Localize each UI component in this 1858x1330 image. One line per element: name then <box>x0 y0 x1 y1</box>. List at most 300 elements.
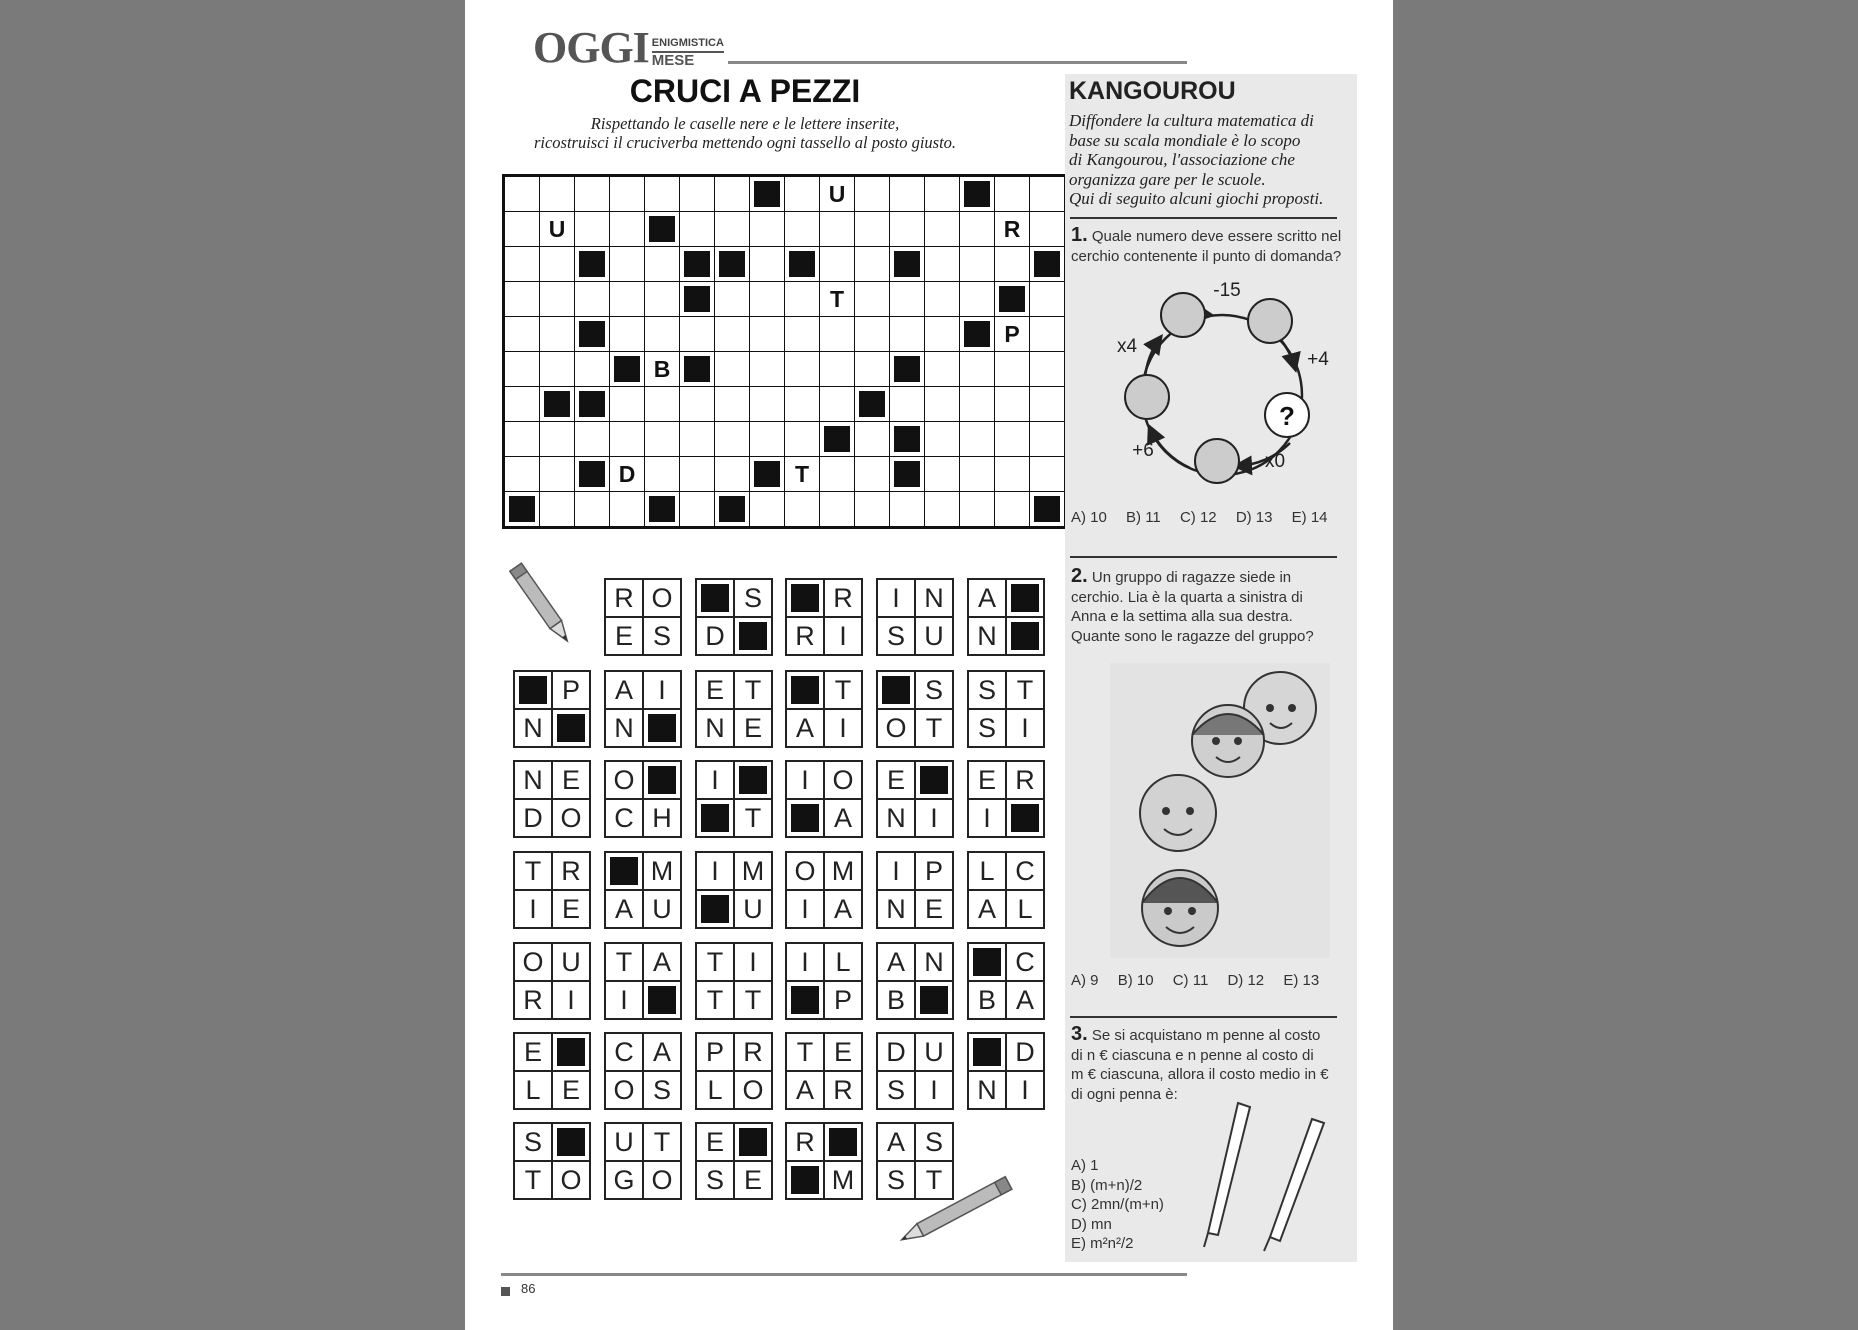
tile-cell: R <box>1007 762 1043 798</box>
grid-cell[interactable]: R <box>995 212 1029 246</box>
tile-cell-black <box>1007 580 1043 616</box>
tile-cell: C <box>1007 944 1043 980</box>
grid-cell[interactable] <box>925 212 959 246</box>
grid-cell[interactable] <box>505 212 539 246</box>
tile-cell: A <box>825 800 861 836</box>
grid-cell-black <box>890 422 924 456</box>
grid-cell[interactable] <box>995 177 1029 211</box>
grid-cell[interactable] <box>820 212 854 246</box>
tile-piece[interactable] <box>604 1032 682 1110</box>
tile-cell: D <box>697 618 733 654</box>
tile-cell: I <box>916 800 952 836</box>
answer-option[interactable]: D) mn <box>1071 1215 1112 1233</box>
tile-cell-black <box>553 1124 589 1160</box>
grid-cell[interactable] <box>715 317 749 351</box>
grid-cell-black <box>750 177 784 211</box>
tile-cell: S <box>878 618 914 654</box>
instructions-line: Rispettando le caselle nere e le lettere inserite, <box>590 114 900 133</box>
tile-cell-black <box>787 800 823 836</box>
grid-cell[interactable] <box>610 282 644 316</box>
grid-cell[interactable] <box>1030 387 1064 421</box>
grid-cell[interactable] <box>645 282 679 316</box>
tile-cell-black <box>969 1034 1005 1070</box>
question-text: Anna e la settima alla sua destra. <box>1071 608 1293 625</box>
grid-cell[interactable] <box>785 177 819 211</box>
tile-cell: R <box>787 618 823 654</box>
tile-piece[interactable] <box>513 670 591 748</box>
tile-cell: A <box>644 1034 680 1070</box>
tile-piece[interactable] <box>876 760 954 838</box>
tile-piece[interactable] <box>876 578 954 656</box>
grid-cell[interactable] <box>925 247 959 281</box>
grid-cell[interactable] <box>925 177 959 211</box>
grid-cell[interactable] <box>785 492 819 526</box>
question-number: 1. <box>1071 224 1088 246</box>
grid-cell[interactable] <box>995 457 1029 491</box>
grid-cell[interactable] <box>505 282 539 316</box>
tile-piece[interactable] <box>785 851 863 929</box>
tile-piece[interactable] <box>604 851 682 929</box>
question-text: di ogni penna è: <box>1071 1085 1178 1103</box>
grid-cell[interactable] <box>680 492 714 526</box>
tile-pieces <box>513 578 1073 1210</box>
tile-cell-black <box>735 762 771 798</box>
grid-cell[interactable]: P <box>995 317 1029 351</box>
tile-cell: C <box>1007 853 1043 889</box>
tile-cell: T <box>916 710 952 746</box>
tile-cell: P <box>553 672 589 708</box>
tile-cell: I <box>916 1072 952 1108</box>
grid-cell[interactable] <box>995 247 1029 281</box>
grid-cell[interactable] <box>540 422 574 456</box>
grid-cell[interactable] <box>820 352 854 386</box>
tile-cell: N <box>697 710 733 746</box>
grid-cell[interactable] <box>505 317 539 351</box>
grid-cell[interactable] <box>505 387 539 421</box>
grid-cell[interactable] <box>995 387 1029 421</box>
question-text: Se si acquistano m penne al costo <box>1091 1027 1321 1044</box>
tile-piece[interactable] <box>876 670 954 748</box>
grid-cell[interactable] <box>925 352 959 386</box>
tile-piece[interactable] <box>604 1122 682 1200</box>
answer-option[interactable]: B) 10 <box>1117 972 1154 989</box>
grid-cell[interactable] <box>540 247 574 281</box>
grid-cell[interactable] <box>610 387 644 421</box>
grid-cell[interactable] <box>820 317 854 351</box>
tile-piece[interactable] <box>785 578 863 656</box>
tile-piece[interactable] <box>604 670 682 748</box>
tile-cell: N <box>969 1072 1005 1108</box>
grid-cell[interactable] <box>575 282 609 316</box>
grid-cell[interactable] <box>610 422 644 456</box>
tile-cell: M <box>735 853 771 889</box>
grid-cell[interactable] <box>505 422 539 456</box>
grid-cell[interactable] <box>715 212 749 246</box>
tile-cell: I <box>825 710 861 746</box>
grid-cell[interactable] <box>960 352 994 386</box>
grid-cell[interactable] <box>540 317 574 351</box>
tile-cell: L <box>515 1072 551 1108</box>
answer-option[interactable]: E) 14 <box>1291 509 1328 526</box>
grid-cell[interactable] <box>540 492 574 526</box>
grid-cell[interactable] <box>925 492 959 526</box>
tile-cell: N <box>878 800 914 836</box>
question-text: di n € ciascuna e n penne al costo di <box>1071 1046 1314 1064</box>
grid-cell[interactable] <box>785 352 819 386</box>
answer-option[interactable]: A) 9 <box>1071 972 1099 989</box>
grid-cell[interactable] <box>750 317 784 351</box>
tile-cell-black <box>825 1124 861 1160</box>
grid-cell[interactable] <box>820 457 854 491</box>
answer-options <box>1071 1156 1164 1254</box>
tile-piece[interactable] <box>513 942 591 1020</box>
tile-piece[interactable] <box>695 578 773 656</box>
grid-cell[interactable]: U <box>820 177 854 211</box>
grid-cell-black <box>645 492 679 526</box>
answer-option[interactable]: D) 12 <box>1227 972 1265 989</box>
grid-cell[interactable] <box>680 387 714 421</box>
grid-cell[interactable] <box>925 422 959 456</box>
answer-option[interactable]: B) 11 <box>1126 509 1161 526</box>
grid-cell[interactable] <box>890 177 924 211</box>
grid-cell[interactable] <box>680 457 714 491</box>
tile-piece[interactable] <box>967 942 1045 1020</box>
grid-cell-black <box>575 247 609 281</box>
grid-cell[interactable] <box>750 212 784 246</box>
tile-cell: T <box>697 982 733 1018</box>
tile-cell: T <box>515 1162 551 1198</box>
grid-cell[interactable] <box>960 457 994 491</box>
grid-cell[interactable] <box>505 457 539 491</box>
grid-cell[interactable] <box>715 352 749 386</box>
tile-piece[interactable] <box>785 1122 863 1200</box>
grid-cell[interactable] <box>645 177 679 211</box>
grid-cell-black <box>575 457 609 491</box>
grid-cell[interactable] <box>505 177 539 211</box>
grid-cell[interactable] <box>890 492 924 526</box>
tile-cell: T <box>697 944 733 980</box>
tile-cell: T <box>825 672 861 708</box>
puzzle-instructions <box>465 114 1025 152</box>
tile-cell: R <box>606 580 642 616</box>
tile-cell: E <box>697 672 733 708</box>
brand-mese: MESE <box>651 52 695 69</box>
tile-cell: P <box>825 982 861 1018</box>
tile-cell-black <box>697 580 733 616</box>
intro-line: di Kangourou, l'associazione che <box>1069 150 1295 169</box>
grid-cell[interactable] <box>855 177 889 211</box>
grid-cell[interactable] <box>680 177 714 211</box>
tile-piece[interactable] <box>967 670 1045 748</box>
grid-cell-black <box>575 387 609 421</box>
grid-cell[interactable] <box>1030 352 1064 386</box>
grid-cell[interactable] <box>960 387 994 421</box>
answer-option[interactable]: D) 13 <box>1235 509 1273 526</box>
grid-cell[interactable] <box>575 422 609 456</box>
magazine-page <box>465 0 1393 1330</box>
tile-cell: E <box>878 762 914 798</box>
grid-cell[interactable] <box>855 282 889 316</box>
grid-cell[interactable]: T <box>785 457 819 491</box>
tile-piece[interactable] <box>513 851 591 929</box>
tile-piece[interactable] <box>513 1032 591 1110</box>
grid-cell[interactable] <box>575 212 609 246</box>
grid-cell[interactable]: B <box>645 352 679 386</box>
grid-cell[interactable] <box>820 247 854 281</box>
tile-cell-black <box>1007 800 1043 836</box>
grid-cell[interactable] <box>855 352 889 386</box>
grid-cell[interactable] <box>645 422 679 456</box>
tile-cell: I <box>878 580 914 616</box>
tile-piece[interactable] <box>785 942 863 1020</box>
grid-cell[interactable] <box>960 247 994 281</box>
tile-cell: A <box>644 944 680 980</box>
grid-cell[interactable] <box>610 212 644 246</box>
tile-cell: O <box>787 853 823 889</box>
answer-option[interactable]: A) 1 <box>1071 1157 1099 1174</box>
grid-cell[interactable] <box>610 317 644 351</box>
tile-cell: E <box>916 891 952 927</box>
tile-cell: A <box>878 944 914 980</box>
tile-cell: S <box>969 672 1005 708</box>
answer-option[interactable]: B) (m+n)/2 <box>1071 1176 1143 1194</box>
grid-cell[interactable] <box>645 457 679 491</box>
grid-cell-black <box>505 492 539 526</box>
grid-cell[interactable] <box>855 317 889 351</box>
grid-cell[interactable] <box>540 177 574 211</box>
grid-cell[interactable] <box>890 387 924 421</box>
tile-cell: E <box>735 1162 771 1198</box>
grid-cell[interactable] <box>750 282 784 316</box>
pens-icon <box>1200 1095 1340 1255</box>
grid-cell[interactable] <box>750 422 784 456</box>
tile-cell: N <box>916 944 952 980</box>
tile-cell: U <box>916 618 952 654</box>
tile-cell: S <box>735 580 771 616</box>
grid-cell[interactable] <box>855 422 889 456</box>
grid-cell[interactable] <box>855 212 889 246</box>
tile-cell: S <box>515 1124 551 1160</box>
tile-piece[interactable] <box>695 1122 773 1200</box>
grid-cell[interactable] <box>680 422 714 456</box>
tile-cell-black <box>735 1124 771 1160</box>
grid-cell[interactable] <box>575 352 609 386</box>
grid-cell[interactable] <box>855 492 889 526</box>
tile-cell: U <box>735 891 771 927</box>
grid-cell-black <box>540 387 574 421</box>
answer-option[interactable]: C) 12 <box>1179 509 1217 526</box>
tile-cell: I <box>644 672 680 708</box>
grid-cell[interactable] <box>785 387 819 421</box>
tile-cell: A <box>969 891 1005 927</box>
grid-cell[interactable] <box>715 387 749 421</box>
grid-cell[interactable] <box>575 177 609 211</box>
grid-cell[interactable] <box>960 282 994 316</box>
tile-cell: D <box>515 800 551 836</box>
tile-cell-black <box>515 672 551 708</box>
grid-cell[interactable] <box>750 387 784 421</box>
tile-piece[interactable] <box>876 1122 954 1200</box>
tile-cell: S <box>697 1162 733 1198</box>
tile-piece[interactable] <box>785 670 863 748</box>
grid-cell[interactable] <box>925 387 959 421</box>
answer-options <box>1071 509 1343 526</box>
grid-cell-black <box>575 317 609 351</box>
grid-cell[interactable] <box>855 247 889 281</box>
grid-cell[interactable] <box>960 212 994 246</box>
grid-cell[interactable] <box>715 457 749 491</box>
grid-cell[interactable] <box>995 492 1029 526</box>
tile-piece[interactable] <box>785 1032 863 1110</box>
tile-cell: T <box>916 1162 952 1198</box>
grid-cell[interactable] <box>785 317 819 351</box>
grid-cell[interactable] <box>1030 282 1064 316</box>
grid-cell[interactable] <box>785 422 819 456</box>
grid-cell[interactable] <box>1030 317 1064 351</box>
tile-cell: A <box>606 672 642 708</box>
grid-cell[interactable] <box>750 247 784 281</box>
tile-cell: C <box>606 800 642 836</box>
question-number: 2. <box>1071 565 1088 587</box>
tile-piece[interactable] <box>604 760 682 838</box>
tile-cell: O <box>735 1072 771 1108</box>
tile-piece[interactable] <box>967 851 1045 929</box>
tile-piece[interactable] <box>967 1032 1045 1110</box>
question-text: cerchio contenente il punto di domanda? <box>1071 247 1342 265</box>
grid-cell[interactable] <box>645 247 679 281</box>
grid-cell[interactable] <box>645 387 679 421</box>
tile-cell-black <box>644 710 680 746</box>
grid-cell[interactable] <box>610 492 644 526</box>
grid-cell[interactable] <box>750 492 784 526</box>
grid-cell[interactable] <box>855 457 889 491</box>
tile-cell: U <box>916 1034 952 1070</box>
answer-option[interactable]: E) 13 <box>1283 972 1320 989</box>
tile-cell: U <box>606 1124 642 1160</box>
tile-piece[interactable] <box>695 942 773 1020</box>
tile-cell: I <box>787 762 823 798</box>
grid-cell[interactable] <box>960 422 994 456</box>
grid-cell[interactable]: U <box>540 212 574 246</box>
grid-cell[interactable] <box>925 457 959 491</box>
tile-cell: B <box>878 982 914 1018</box>
grid-cell[interactable] <box>1030 212 1064 246</box>
grid-cell[interactable]: T <box>820 282 854 316</box>
grid-cell[interactable] <box>820 492 854 526</box>
grid-cell[interactable] <box>715 422 749 456</box>
grid-cell[interactable] <box>925 317 959 351</box>
tile-piece[interactable] <box>604 578 682 656</box>
tile-piece[interactable] <box>876 942 954 1020</box>
grid-cell-black <box>610 352 644 386</box>
grid-cell[interactable] <box>505 247 539 281</box>
grid-cell[interactable] <box>750 352 784 386</box>
tile-cell: R <box>825 1072 861 1108</box>
divider <box>1070 217 1337 219</box>
tile-piece[interactable] <box>604 942 682 1020</box>
tile-cell: I <box>787 944 823 980</box>
footer-rule <box>501 1273 1187 1276</box>
tile-piece[interactable] <box>785 760 863 838</box>
brand-enigmistica: ENIGMISTICA <box>652 36 724 53</box>
footer-marker <box>501 1287 510 1296</box>
answer-option[interactable]: E) m²n²/2 <box>1071 1235 1134 1252</box>
grid-cell[interactable] <box>575 492 609 526</box>
answer-option[interactable]: C) 2mn/(m+n) <box>1071 1196 1164 1213</box>
grid-cell[interactable] <box>610 177 644 211</box>
tile-piece[interactable] <box>876 1032 954 1110</box>
grid-cell[interactable] <box>1030 422 1064 456</box>
grid-cell[interactable] <box>890 282 924 316</box>
tile-cell-black <box>1007 618 1043 654</box>
tile-cell: O <box>515 944 551 980</box>
tile-piece[interactable] <box>695 1032 773 1110</box>
grid-cell[interactable] <box>540 352 574 386</box>
grid-cell[interactable] <box>890 212 924 246</box>
tile-cell: A <box>969 580 1005 616</box>
grid-cell[interactable] <box>1030 457 1064 491</box>
grid-cell[interactable] <box>645 317 679 351</box>
answer-option[interactable]: A) 10 <box>1071 509 1107 526</box>
tile-piece[interactable] <box>695 760 773 838</box>
tile-cell: S <box>644 1072 680 1108</box>
tile-piece[interactable] <box>513 1122 591 1200</box>
grid-cell-black <box>680 282 714 316</box>
answer-option[interactable]: C) 11 <box>1172 972 1209 989</box>
tile-cell: E <box>697 1124 733 1160</box>
tile-cell: O <box>553 1162 589 1198</box>
grid-cell[interactable] <box>785 212 819 246</box>
grid-cell[interactable] <box>890 317 924 351</box>
grid-cell[interactable] <box>1030 177 1064 211</box>
op-label: x4 <box>1116 336 1138 357</box>
tile-cell-black <box>606 853 642 889</box>
tile-cell: T <box>644 1124 680 1160</box>
crossword-grid[interactable] <box>502 174 1067 529</box>
grid-cell[interactable] <box>540 457 574 491</box>
tile-cell: N <box>515 762 551 798</box>
tile-cell: O <box>644 580 680 616</box>
tile-cell: R <box>553 853 589 889</box>
grid-cell[interactable] <box>995 352 1029 386</box>
grid-cell[interactable] <box>785 282 819 316</box>
grid-cell[interactable] <box>610 247 644 281</box>
grid-cell-black <box>890 457 924 491</box>
grid-cell[interactable] <box>715 177 749 211</box>
grid-cell[interactable] <box>505 352 539 386</box>
tile-piece[interactable] <box>695 851 773 929</box>
tile-cell: O <box>878 710 914 746</box>
grid-cell[interactable] <box>540 282 574 316</box>
grid-cell[interactable] <box>820 387 854 421</box>
tile-piece[interactable] <box>876 851 954 929</box>
tile-piece[interactable] <box>967 760 1045 838</box>
tile-piece[interactable] <box>695 670 773 748</box>
grid-cell[interactable] <box>715 282 749 316</box>
tile-piece[interactable] <box>513 760 591 838</box>
tile-cell: L <box>825 944 861 980</box>
grid-cell[interactable]: D <box>610 457 644 491</box>
tile-cell-black <box>697 891 733 927</box>
grid-cell[interactable] <box>680 212 714 246</box>
grid-cell[interactable] <box>925 282 959 316</box>
question-text: Un gruppo di ragazze siede in <box>1091 569 1292 586</box>
tile-cell-black <box>787 1162 823 1198</box>
grid-cell[interactable] <box>995 422 1029 456</box>
tile-piece[interactable] <box>967 578 1045 656</box>
grid-cell[interactable] <box>960 492 994 526</box>
grid-cell[interactable] <box>680 317 714 351</box>
